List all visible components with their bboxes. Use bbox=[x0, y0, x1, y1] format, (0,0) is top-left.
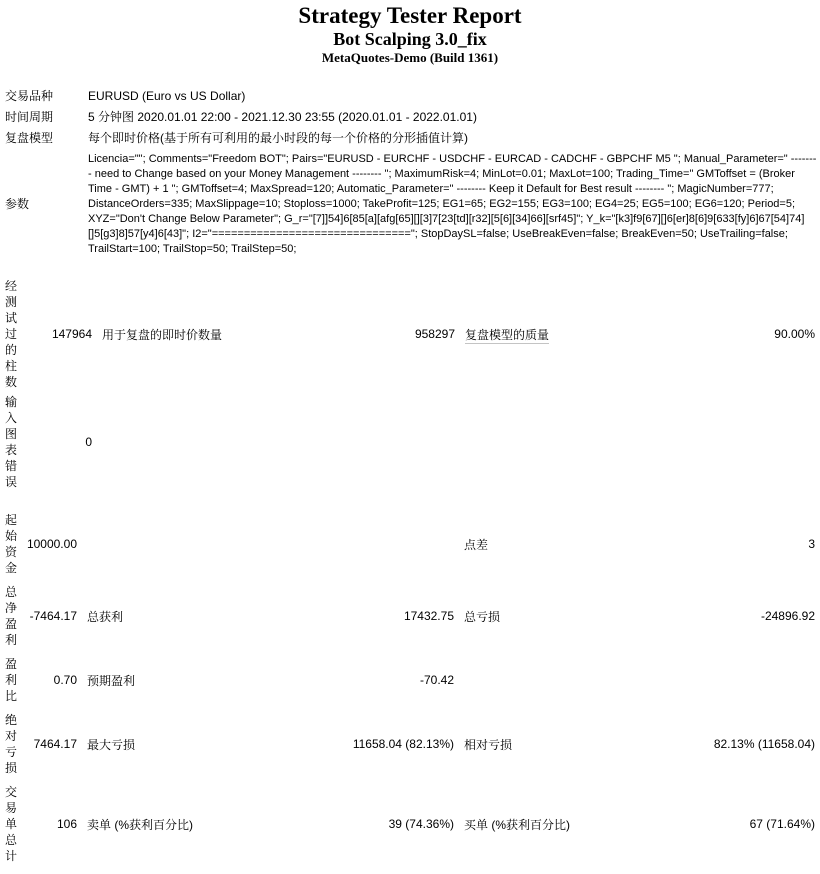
bars-tested-value: 147964 bbox=[51, 327, 92, 341]
ticks-modelled-value: 958297 bbox=[414, 327, 455, 341]
spread-label: 点差 bbox=[464, 537, 489, 552]
info-table bbox=[0, 86, 820, 260]
profit-factor-label: 盈利比 bbox=[5, 657, 18, 703]
expected-payoff-value: -70.42 bbox=[419, 673, 454, 687]
ticks-modelled-label: 用于复盘的即时价数量 bbox=[102, 327, 223, 342]
spread-value: 3 bbox=[808, 537, 815, 551]
total-trades-label: 交易单总计 bbox=[5, 785, 18, 863]
modelling-quality-value: 90.00% bbox=[774, 327, 815, 341]
relative-drawdown-value: 82.13% (11658.04) bbox=[713, 737, 815, 751]
report-subtitle: Bot Scalping 3.0_fix bbox=[333, 29, 487, 49]
short-positions-value: 39 (74.36%) bbox=[388, 817, 454, 831]
period-label: 时间周期 bbox=[5, 110, 54, 124]
modelling-quality-label: 复盘模型的质量 bbox=[465, 327, 550, 342]
initial-deposit-value: 10000.00 bbox=[26, 537, 77, 551]
parameters-value: Licencia=""; Comments="Freedom BOT"; Pairs="EURUSD - EURCHF - USDCHF - EURCAD - CADCHF - GBPCHF M5 "; Manual_Parameter=" -------- need to Change based on your Money Management -------- "; MaximumRisk=4; MinLot=0.01; MaxLot=100; Trading_Time=" GMToffset = (Broker Time - GMT) + 1 "; GMToffset=4; MaxSpread=120; Automatic_Parameter=" -------- Keep it Default for Best result -------- "; MagicNumber=777; DistanceOrders=335; MaxSlippage=10; Stoploss=1000; TakeProfit=125; EG1=65; EG2=155; EG3=100; EG4=25; EG5=100; EG6=120; Period=5; XYZ="Don't Change Below Parameter"; G_r="[7]]54]6[85[a][afg[65][][3]7[23[td][r32][5[6][34]66][srf45]"; Y_k="[k3]f9[67][]6[er]8[6]9[633[fy]6]67[54]74][]5[g3]8]57[y4]6[43]"; I2="==============================="; StopDaySL=false; UseBreakEven=false; BreakEven=50; UseTrailing=false; TrailStart=100; TrailStop=50; TrailStep=50; bbox=[88, 153, 817, 255]
row-bars-tested bbox=[0, 276, 820, 392]
info-row-model bbox=[0, 128, 820, 149]
net-profit-label: 总净盈利 bbox=[5, 585, 18, 647]
row-profit-factor bbox=[0, 652, 820, 708]
profit-factor-value: 0.70 bbox=[53, 673, 77, 687]
info-row-period bbox=[0, 107, 820, 128]
long-positions-label: 买单 (%获利百分比) bbox=[464, 817, 570, 832]
row-initial-deposit bbox=[0, 508, 820, 580]
long-positions-value: 67 (71.64%) bbox=[749, 817, 815, 831]
parameters-label: 参数 bbox=[5, 197, 30, 211]
gross-loss-label: 总亏损 bbox=[464, 609, 501, 624]
maximal-drawdown-label: 最大亏损 bbox=[87, 737, 136, 752]
report-header bbox=[0, 0, 820, 66]
row-drawdown bbox=[0, 708, 820, 780]
period-value: 5 分钟图 2020.01.01 22:00 - 2021.12.30 23:55 (2020.01.01 - 2022.01.01) bbox=[88, 110, 477, 124]
expected-payoff-label: 预期盈利 bbox=[87, 673, 136, 688]
absolute-drawdown-label: 绝对亏损 bbox=[5, 713, 18, 775]
symbol-label: 交易品种 bbox=[5, 89, 54, 103]
relative-drawdown-label: 相对亏损 bbox=[464, 737, 513, 752]
total-trades-value: 106 bbox=[56, 817, 77, 831]
maximal-drawdown-value: 11658.04 (82.13%) bbox=[352, 737, 454, 751]
bars-tested-label: 经测试过的柱数 bbox=[5, 279, 18, 389]
row-total-trades bbox=[0, 780, 820, 868]
initial-deposit-label: 起始资金 bbox=[5, 513, 18, 575]
row-net-profit bbox=[0, 580, 820, 652]
report-title: Strategy Tester Report bbox=[298, 3, 522, 28]
info-row-parameters bbox=[0, 149, 820, 260]
gross-profit-value: 17432.75 bbox=[403, 609, 454, 623]
results-table bbox=[0, 508, 820, 868]
model-value: 每个即时价格(基于所有可利用的最小时段的每一个价格的分形插值计算) bbox=[88, 131, 468, 145]
short-positions-label: 卖单 (%获利百分比) bbox=[87, 817, 193, 832]
symbol-value: EURUSD (Euro vs US Dollar) bbox=[88, 89, 246, 103]
mismatch-errors-label: 输入图表错误 bbox=[5, 395, 18, 489]
report-build: MetaQuotes-Demo (Build 1361) bbox=[321, 50, 499, 65]
net-profit-value: -7464.17 bbox=[29, 609, 77, 623]
gross-profit-label: 总获利 bbox=[87, 609, 124, 624]
model-label: 复盘模型 bbox=[5, 131, 54, 145]
absolute-drawdown-value: 7464.17 bbox=[33, 737, 77, 751]
model-stats-table bbox=[0, 276, 820, 492]
mismatch-errors-value: 0 bbox=[85, 435, 92, 449]
info-row-symbol bbox=[0, 86, 820, 107]
gross-loss-value: -24896.92 bbox=[760, 609, 815, 623]
row-mismatch-errors bbox=[0, 392, 820, 492]
